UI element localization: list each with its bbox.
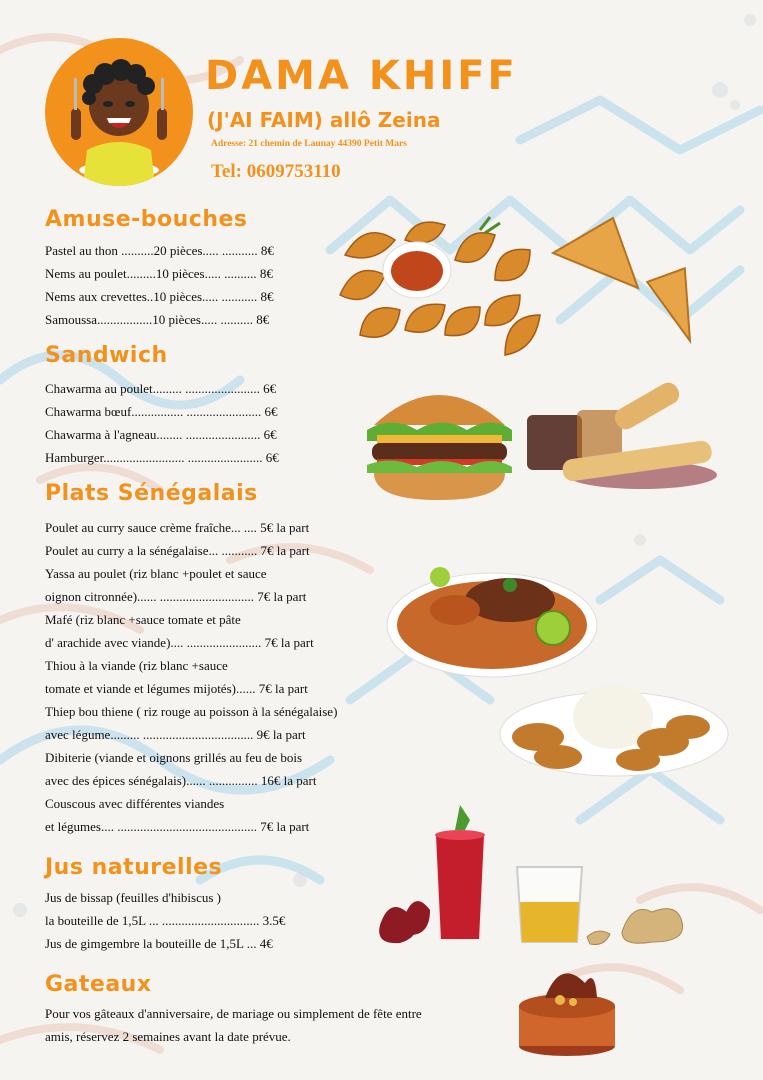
menu-list-sandwich [45, 377, 279, 469]
menu-item: Chawarma à l'agneau........ ....................... 6€ [45, 427, 277, 442]
chicken-rice-image [498, 682, 730, 780]
burger-image [362, 375, 517, 503]
menu-item: Thiou à la viande (riz blanc +sauce [45, 658, 228, 673]
restaurant-name: DAMA KHIFF [205, 53, 518, 99]
menu-item: Dibiterie (viande et oignons grillés au feu de bois [45, 750, 303, 765]
section-title-gateaux: Gateaux [45, 972, 152, 997]
pastel-platter-image [335, 215, 550, 360]
menu-list-plats-senegalais [45, 516, 337, 838]
section-title-amuse-bouches: Amuse-bouches [45, 207, 248, 232]
telephone: Tel: 0609753110 [211, 161, 341, 182]
chawarma-image [522, 380, 717, 495]
menu-item: Couscous avec différentes viandes [45, 796, 225, 811]
menu-item: Jus de bissap (feuilles d'hibiscus ) [45, 890, 222, 905]
menu-item: Nems au poulet.........10 pièces..... .......... 8€ [45, 266, 273, 281]
menu-item: Chawarma au poulet......... ....................... 6€ [45, 381, 277, 396]
menu-item: Mafé (riz blanc +sauce tomate et pâte [45, 612, 241, 627]
menu-item: Nems aux crevettes..10 pièces..... ........... 8€ [45, 289, 274, 304]
menu-item: Samoussa.................10 pièces..... .......... 8€ [45, 312, 270, 327]
menu-list-jus [45, 886, 285, 955]
cake-image [515, 958, 620, 1058]
menu-item: Poulet au curry sauce crème fraîche... .... 5€ la part [45, 520, 310, 535]
menu-item: d' arachide avec viande).... ....................... 7€ la part [45, 635, 314, 650]
address: Adresse: 21 chemin de Launay 44390 Petit Mars [211, 139, 407, 149]
menu-list-amuse-bouches [45, 239, 274, 331]
menu-item: Chawarma bœuf................ ....................... 6€ [45, 404, 278, 419]
menu-item: avec des épices sénégalais)...... ............... 16€ la part [45, 773, 317, 788]
menu-item: la bouteille de 1,5L ... .............................. 3.5€ [45, 913, 286, 928]
jollof-rice-image [385, 565, 600, 680]
ginger-drink-image [512, 862, 692, 957]
menu-item: tomate et viande et légumes mijotés)...... 7€ la part [45, 681, 308, 696]
menu-item: Yassa au poulet (riz blanc +poulet et sauce [45, 566, 267, 581]
menu-item: Poulet au curry a la sénégalaise... ........... 7€ la part [45, 543, 310, 558]
menu-item: avec légume......... .................................. 9€ la part [45, 727, 306, 742]
section-title-plats-senegalais: Plats Sénégalais [45, 481, 258, 506]
hungry-child-logo [45, 38, 193, 186]
section-title-jus-naturelles: Jus naturelles [45, 855, 223, 880]
menu-item: Hamburger......................... ....................... 6€ [45, 450, 279, 465]
menu-item: Thiep bou thiene ( riz rouge au poisson à la sénégalaise) [45, 704, 338, 719]
gateaux-text: Pour vos gâteaux d'anniversaire, de mariage ou simplement de fête entre amis, réservez 2 semaines avant la date prévue. [45, 1006, 422, 1044]
samosa-image [548, 213, 718, 353]
menu-item: oignon citronnée)...... ............................. 7€ la part [45, 589, 307, 604]
menu-item: Jus de gimgembre la bouteille de 1,5L ... 4€ [45, 936, 273, 951]
restaurant-subtitle: (J'AI FAIM) allô Zeina [207, 108, 441, 132]
bissap-drink-image [370, 795, 495, 950]
menu-item: et légumes.... ........................................... 7€ la part [45, 819, 310, 834]
section-title-sandwich: Sandwich [45, 343, 168, 368]
menu-item: Pastel au thon ..........20 pièces..... ........... 8€ [45, 243, 274, 258]
